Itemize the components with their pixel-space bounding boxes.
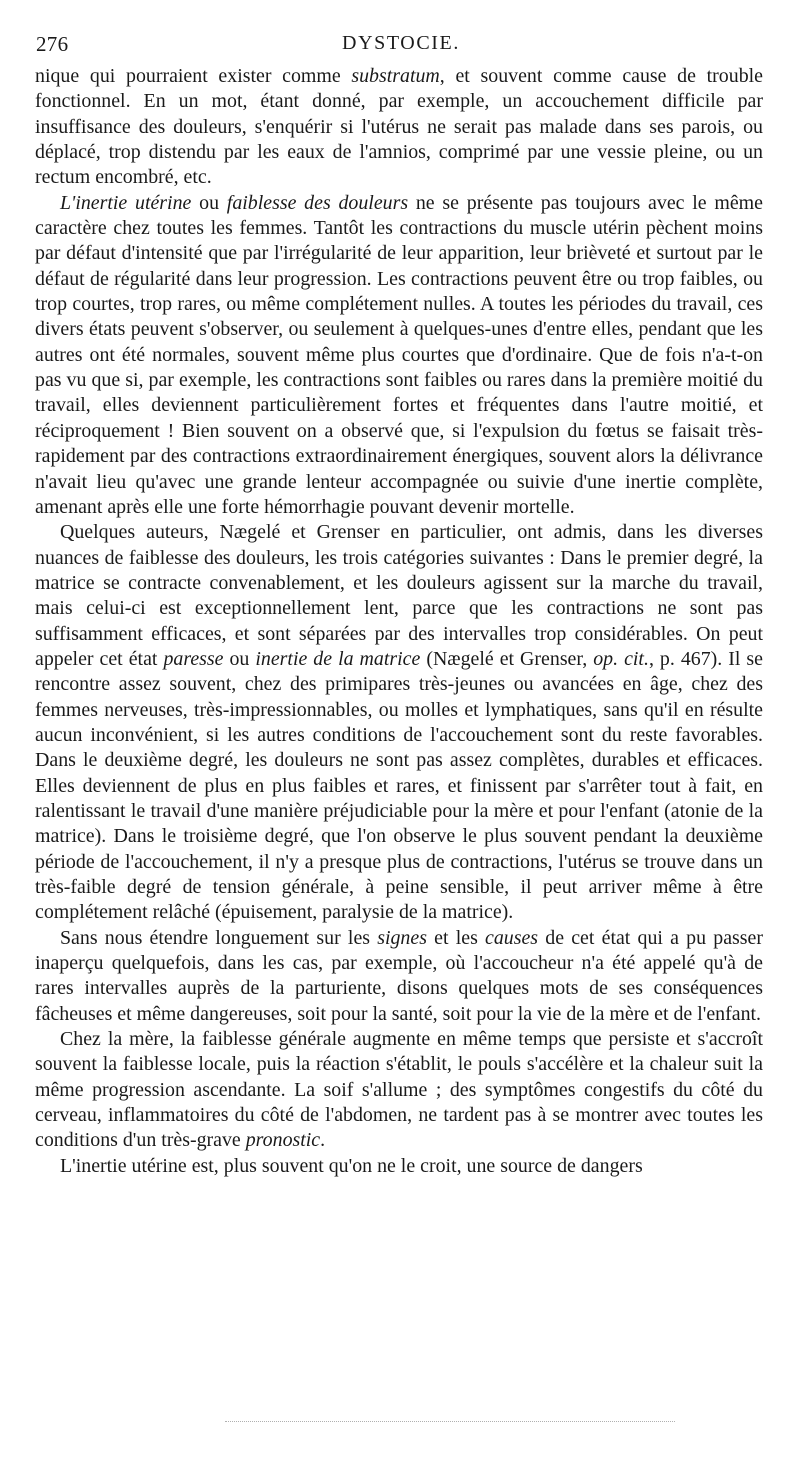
italic-text: pronostic bbox=[245, 1129, 321, 1152]
text-run: et les bbox=[426, 926, 486, 949]
text-run: (Nægelé et Grenser, bbox=[420, 647, 594, 670]
text-run: ou bbox=[191, 191, 227, 214]
footer-rule bbox=[225, 1421, 675, 1422]
italic-text: causes bbox=[485, 926, 539, 949]
italic-text: signes bbox=[377, 926, 427, 949]
text-run: de cet état qui a pu passer inaperçu quelquefois, dans les cas, par exemple, où l'accoucheur n'a été appelé qu'à de rares intervalles auprès de la parturiente, disons quelques mots de ses conséquences fâcheuses et même dangereuses, soit pour la santé, soit pour la vie de la mère et de l'enfant. bbox=[35, 926, 763, 1025]
paragraph bbox=[35, 520, 763, 926]
italic-text: op. cit. bbox=[593, 647, 649, 670]
text-run: , et souvent comme cause de trouble fonctionnel. En un mot, étant donné, par exemple, un accouchement difficile par insuffisance des douleurs, s'enquérir si l'utérus ne serait pas malade dans ses parois, ou déplacé, trop distendu par les eaux de l'amnios, comprimé par une vessie pleine, ou un rectum encombré, etc. bbox=[35, 65, 763, 189]
italic-text: inertie de la matrice bbox=[255, 647, 421, 670]
paragraph bbox=[35, 1027, 763, 1154]
paragraph bbox=[35, 1154, 763, 1179]
text-run: L'inertie utérine est, plus souvent qu'on ne le croit, une source de dangers bbox=[60, 1154, 643, 1177]
text-run: . bbox=[320, 1129, 326, 1152]
paragraph bbox=[35, 926, 763, 1027]
running-head: DYSTOCIE. bbox=[342, 32, 460, 54]
body-text bbox=[35, 64, 763, 1179]
text-run: Chez la mère, la faiblesse générale augmente en même temps que persiste et s'accroît souvent la faiblesse locale, puis la réaction s'établit, le pouls s'accélère et la chaleur suit la même progression ascendante. La soif s'allume ; des symptômes congestifs du côté du cerveau, inflammatoires du côté de l'abdomen, ne tardent pas à se montrer avec toutes les conditions d'un très-grave bbox=[35, 1028, 763, 1152]
paragraph bbox=[35, 191, 763, 520]
text-run: Quelques auteurs, Nægelé et Grenser en particulier, ont admis, dans les diverses nuances de faiblesse des douleurs, les trois catégories suivantes : Dans le premier degré, la matrice se contracte convenablement, et les douleurs agissent sur la marche du travail, mais celui-ci est exceptionnellement lent, parce que les contractions ne sont pas suffisamment efficaces, et sont séparées par des intervalles trop considérables. On peut appeler cet état bbox=[35, 521, 763, 670]
text-run: , p. 467). Il se rencontre assez souvent, chez des primipares très-jeunes ou avancées en âge, chez des femmes nerveuses, très-impressionnables, ou molles et lymphatiques, sans qu'il en résulte aucun inconvénient, si les autres conditions de l'accouchement sont du reste favorables. Dans le deuxième degré, les douleurs ne sont pas assez complètes, durables et efficaces. Elles deviennent de plus en plus faibles et rares, et finissent par s'arrêter tout à fait, en ralentissant le travail d'une manière préjudiciable pour la mère et pour l'enfant (atonie de la matrice). Dans le troisième degré, que l'on observe le plus souvent pendant la deuxième période de l'accouchement, il n'y a presque plus de contractions, l'utérus se trouve dans un très-faible degré de tension générale, à peine sensible, il peut arriver même à être complétement relâché (épuisement, paralysie de la matrice). bbox=[35, 647, 763, 924]
italic-text: substratum bbox=[351, 65, 440, 87]
text-run: ou bbox=[223, 647, 256, 670]
page-number: 276 bbox=[36, 32, 69, 56]
italic-text: faiblesse des douleurs bbox=[226, 191, 409, 214]
italic-text: paresse bbox=[163, 647, 224, 670]
text-run: nique qui pourraient exister comme bbox=[35, 65, 352, 87]
paragraph bbox=[35, 64, 763, 191]
text-run: Sans nous étendre longuement sur les bbox=[60, 926, 378, 949]
page-header bbox=[36, 32, 766, 56]
italic-text: L'inertie utérine bbox=[60, 191, 192, 214]
text-run: ne se présente pas toujours avec le même caractère chez toutes les femmes. Tantôt les contractions du muscle utérin pèchent moins par défaut d'intensité que par l'irrégularité de leur apparition, leur brièveté et surtout par le défaut de régularité dans leur progression. Les contractions peuvent être ou trop faibles, ou trop courtes, trop rares, ou même complétement nulles. A toutes les périodes du travail, ces divers états peuvent s'observer, ou seulement à quelques-unes d'entre elles, pendant que les autres ont été normales, souvent même plus courtes que d'ordinaire. Que de fois n'a-t-on pas vu que si, par exemple, les contractions sont faibles ou rares dans la première moitié du travail, elles deviennent particulièrement fortes et fréquentes dans l'autre moitié, et réciproquement ! Bien souvent on a observé que, si l'expulsion du fœtus se faisait très-rapidement par des contractions extraordinairement énergiques, souvent alors la délivrance n'avait lieu qu'avec une grande lenteur accompagnée ou suivie d'une inertie complète, amenant après elle une forte hémorrhagie pouvant devenir mortelle. bbox=[35, 191, 763, 518]
